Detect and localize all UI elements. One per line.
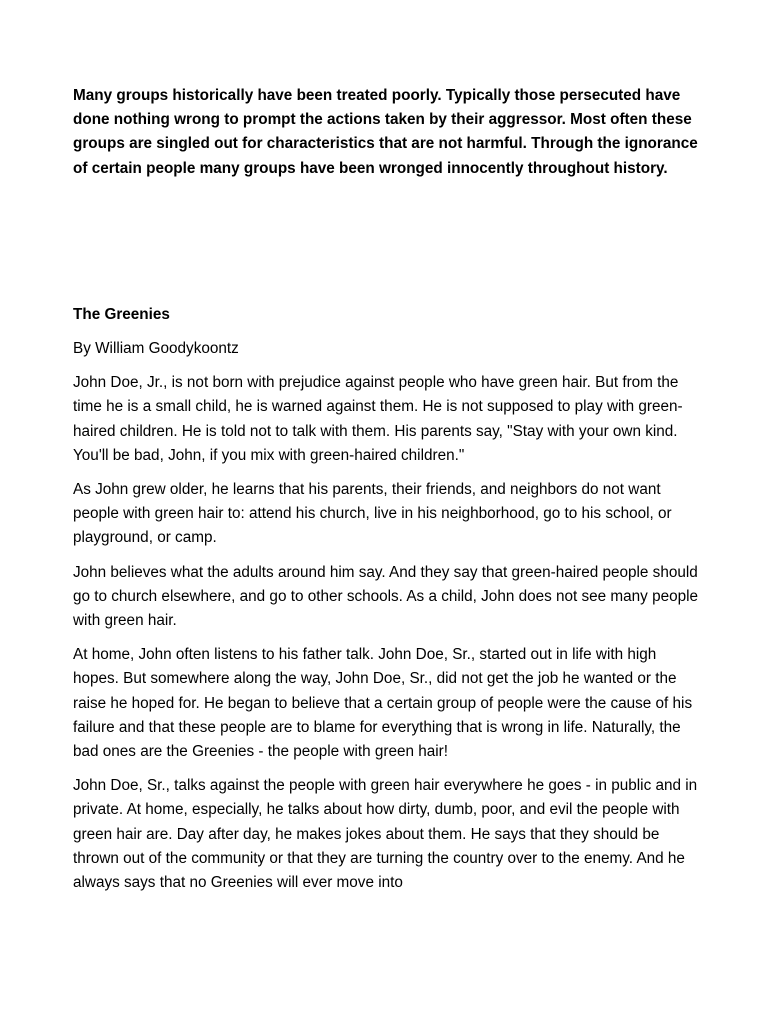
story-paragraph-1: John Doe, Jr., is not born with prejudice against people who have green hair. But from the time he is a small child, he is warned against them. He is not supposed to play with green-haired children. He is told not to talk with them. His parents say, "Stay with your own kind. You'll be bad, John, if you mix with green-haired children." (73, 374, 683, 464)
story-paragraph-2: As John grew older, he learns that his parents, their friends, and neighbors do not want people with green hair to: attend his church, live in his neighborhood, go to his school, or playground, or camp. (73, 481, 672, 547)
story-paragraph-3: John believes what the adults around him say. And they say that green-haired people should go to church elsewhere, and go to other schools. As a child, John does not see many people with green hair. (73, 563, 699, 630)
intro-paragraph: Many groups historically have been treated poorly. Typically those persecuted have done nothing wrong to prompt the actions taken by their aggressor. Most often these groups are singled out for characteristics that are not harmful. Through the ignorance of certain people many groups have been wronged innocently throughout history. (73, 87, 698, 177)
story-paragraph-4: At home, John often listens to his father talk. John Doe, Sr., started out in life with high hopes. But somewhere along the way, John Doe, Sr., did not get the job he wanted or the raise he hoped for. He began to believe that a certain group of people were the cause of his failure and that these people are to blame for everything that is wrong in life. Naturally, the bad ones are the Greenies - the people with green hair! (73, 646, 693, 761)
story-paragraph-5: John Doe, Sr., talks against the people with green hair everywhere he goes - in public and in private. At home, especially, he talks about how dirty, dumb, poor, and evil the people with green hair are. Day after day, he makes jokes about them. He says that they should be thrown out of the community or that they are turning the country over to the enemy. And he always says that no Greenies will ever move into (73, 777, 698, 892)
document-page (73, 84, 703, 895)
story-title: The Greenies (73, 305, 170, 323)
story-byline: By William Goodykoontz (73, 340, 239, 358)
